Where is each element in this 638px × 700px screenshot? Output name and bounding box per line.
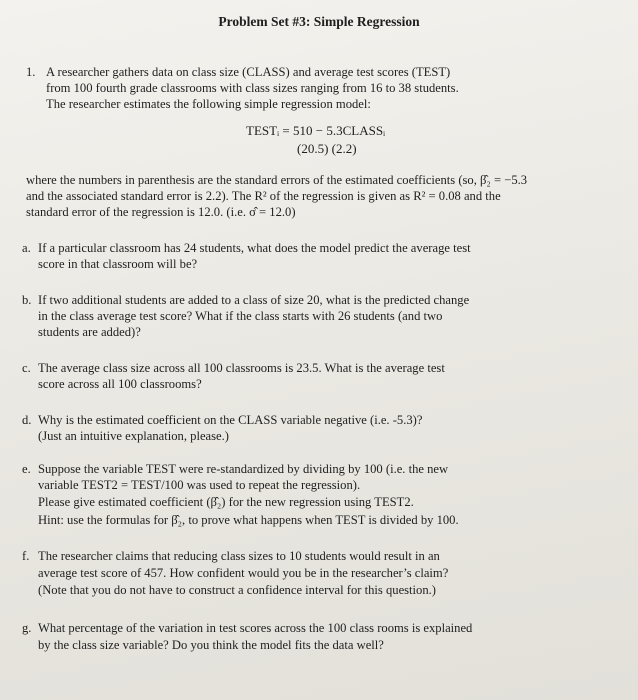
standard-errors: (20.5) (2.2): [297, 141, 357, 156]
part-f-line: average test score of 457. How confident would you be in the researcher’s claim?: [38, 566, 449, 580]
page-title: Problem Set #3: Simple Regression: [218, 14, 420, 29]
part-b-line: in the class average test score? What if the class starts with 26 students (and two: [38, 309, 443, 323]
part-label: a.: [22, 241, 31, 255]
part-a-line: If a particular classroom has 24 students, what does the model predict the average test: [38, 241, 471, 255]
explanation-line: standard error of the regression is 12.0. (i.e. σ̂ = 12.0): [26, 205, 296, 219]
part-c-line: The average class size across all 100 classrooms is 23.5. What is the average test: [38, 361, 445, 375]
part-f-line: (Note that you do not have to construct a confidence interval for this question.): [38, 583, 436, 597]
explanation-line: where the numbers in parenthesis are the standard errors of the estimated coefficients (so, β̂₂ = −5.3: [26, 173, 528, 187]
intro-line: A researcher gathers data on class size (CLASS) and average test scores (TEST): [46, 65, 451, 79]
part-g-line: What percentage of the variation in test scores across the 100 class rooms is explained: [38, 621, 473, 635]
part-b-line: If two additional students are added to a class of size 20, what is the predicted change: [38, 293, 470, 307]
part-e-line: Suppose the variable TEST were re-standardized by dividing by 100 (i.e. the new: [38, 462, 449, 476]
intro-line: The researcher estimates the following simple regression model:: [46, 97, 371, 111]
part-label: c.: [22, 361, 31, 375]
part-e-line: Hint: use the formulas for β̂₂, to prove what happens when TEST is divided by 100.: [38, 513, 459, 527]
problem-number: 1.: [26, 65, 36, 79]
explanation-line: and the associated standard error is 2.2). The R² of the regression is given as R² = 0.08 and the: [26, 189, 501, 203]
part-d-line: (Just an intuitive explanation, please.): [38, 429, 229, 443]
part-b-line: students are added)?: [38, 325, 141, 339]
part-label: e.: [22, 462, 31, 476]
part-a-line: score in that classroom will be?: [38, 257, 198, 271]
part-label: g.: [22, 621, 32, 635]
part-label: f.: [22, 549, 30, 563]
part-d-line: Why is the estimated coefficient on the CLASS variable negative (i.e. -5.3)?: [38, 413, 423, 427]
intro-line: from 100 fourth grade classrooms with class sizes ranging from 16 to 38 students.: [46, 81, 459, 95]
part-e-line: Please give estimated coefficient (β̂₂) for the new regression using TEST2.: [38, 495, 414, 509]
part-label: d.: [22, 413, 32, 427]
part-f-line: The researcher claims that reducing class sizes to 10 students would result in an: [38, 549, 440, 563]
regression-equation: TESTᵢ = 510 − 5.3CLASSᵢ: [246, 123, 386, 138]
part-c-line: score across all 100 classrooms?: [38, 377, 202, 391]
part-g-line: by the class size variable? Do you think the model fits the data well?: [38, 638, 384, 652]
part-label: b.: [22, 293, 32, 307]
part-e-line: variable TEST2 = TEST/100 was used to repeat the regression).: [38, 478, 361, 492]
